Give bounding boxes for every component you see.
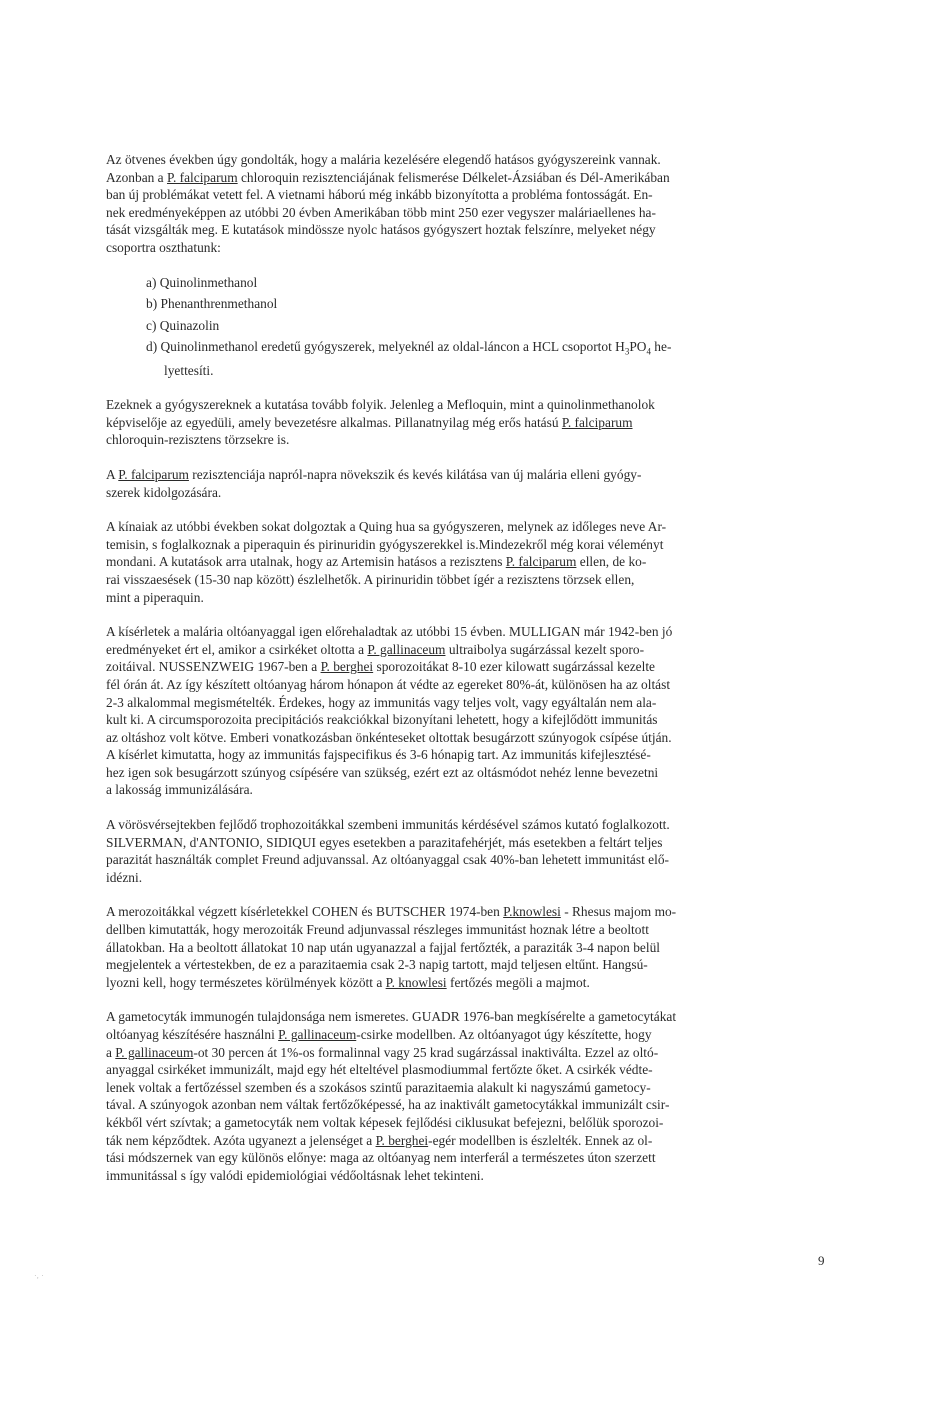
- text-segment: -egér modellben is észlelték. Ennek az ol-: [428, 1132, 653, 1148]
- text-segment: A kísérlet kimutatta, hogy az immunitás fajspecifikus és 3-6 hónapig tart. Az immunitás kifejlesztésé-: [106, 747, 651, 763]
- drug-group-list: [146, 274, 846, 380]
- text-line: [106, 1044, 846, 1062]
- text-segment: A kínaiak az utóbbi években sokat dolgoztak a Quing hua sa gyógyszeren, melynek az időleges neve Ar-: [106, 519, 667, 535]
- paragraph: [106, 903, 846, 991]
- text-line: [106, 921, 846, 939]
- text-line: [106, 903, 846, 921]
- list-item-d-sub2: 4: [646, 347, 651, 358]
- text-segment: a: [106, 1044, 116, 1060]
- species-name: P. falciparum: [505, 554, 577, 570]
- text-segment: - Rhesus majom mo-: [560, 904, 677, 920]
- text-segment: mint a piperaquin.: [106, 589, 204, 605]
- text-segment: tával. A szúnyogok azonban nem váltak fertőzőképessé, ha az inaktivált gametocytákkal immunizált csir-: [106, 1097, 670, 1113]
- list-item-a: a) Quinolinmethanol: [146, 274, 258, 290]
- text-segment: tását vizsgálták meg. E kutatások mindössze nyolc hatásos gyógyszert hoztak felszínre, melyeket négy: [106, 222, 656, 238]
- text-line: [106, 746, 846, 764]
- text-line: [106, 1008, 846, 1026]
- text-line: [106, 396, 846, 414]
- species-name: P. falciparum: [561, 414, 633, 430]
- text-line: [106, 186, 846, 204]
- text-line: [106, 169, 846, 187]
- text-line: [106, 1167, 846, 1185]
- text-segment: SILVERMAN, d'ANTONIO, SIDIQUI egyes esetekben a parazitafehérjét, más esetekben a feltárt teljes: [106, 834, 663, 850]
- text-segment: dellben kimutatták, hogy merozoiták Freund adjunvassal részleges immunitást hoznak létre a beoltott: [106, 922, 649, 938]
- text-segment: A kísérletek a malária oltóanyaggal igen előrehaladtak az utóbbi 15 évben. MULLIGAN már 1942-ben jó: [106, 624, 673, 640]
- list-item-d-text: d) Quinolinmethanol eredetű gyógyszerek, melyeknél az oldal-láncon a HCL csoportot H: [146, 339, 625, 355]
- text-segment: oltóanyag készítésére használni: [106, 1027, 279, 1043]
- text-line: [106, 518, 846, 536]
- text-line: [106, 1114, 846, 1132]
- text-line: [106, 1061, 846, 1079]
- text-line: [106, 204, 846, 222]
- text-segment: szerek kidolgozására.: [106, 484, 222, 500]
- text-line: [106, 1026, 846, 1044]
- text-segment: lyozni kell, hogy természetes körülmények között a: [106, 974, 386, 990]
- text-segment: Az ötvenes években úgy gondolták, hogy a malária kezelésére elegendő hatásos gyógyszereink vannak.: [106, 152, 661, 167]
- species-name: P. gallinaceum: [278, 1027, 357, 1043]
- text-segment: lenek voltak a fertőzéssel szemben és a szokásos szintű parazitaemia alakult ki nagyszámú gametocy-: [106, 1079, 651, 1095]
- paragraph: [106, 151, 846, 257]
- list-item-d-sub1: 3: [624, 347, 630, 358]
- text-segment: kult ki. A circumsporozoita precipitációs reakciókkal bizonyítani lehetett, hogy a kifejlődött immunitás: [106, 712, 658, 728]
- text-line: [106, 221, 846, 239]
- text-segment: fertőzés megöli a majmot.: [446, 974, 590, 990]
- text-segment: a lakosság immunizálására.: [106, 782, 253, 798]
- text-segment: rai visszaesések (15-30 nap között) észlelhetők. A pirinuridin többet ígér a rezisztens törzsek ellen,: [106, 571, 635, 587]
- text-segment: képviselője az egyedüli, amely bevezetésre alkalmas. Pillanatnyilag még erős hatású: [106, 414, 562, 430]
- list-item-c: c) Quinazolin: [146, 317, 220, 333]
- text-segment: sporozoitákat 8-10 ezer kilowatt sugárzással kezelte: [373, 659, 655, 675]
- text-segment: ellen, de ko-: [576, 554, 647, 570]
- document-page: [106, 151, 846, 1201]
- paragraph: [106, 466, 846, 501]
- text-segment: eredményeket ért el, amikor a csirkéket oltotta a: [106, 641, 368, 657]
- text-line: [106, 658, 846, 676]
- species-name: P. falciparum: [166, 169, 238, 185]
- text-segment: ták nem képződtek. Azóta ugyanezt a jelenséget a: [106, 1132, 376, 1148]
- text-line: [106, 816, 846, 834]
- text-segment: állatokban. Ha a beoltott állatokat 10 nap után ugyanazzal a fajjal fertőzték, a paraziták 3-4 napon belül: [106, 939, 660, 955]
- text-segment: chloroquin rezisztenciájának felismerése Délkelet-Ázsiában és Dél-Amerikában: [237, 169, 670, 185]
- text-line: [106, 536, 846, 554]
- text-line: [106, 641, 846, 659]
- text-segment: parazitát használták complet Freund adjuvanssal. Az oltóanyaggal csak 40%-ban lehetett immunitást elő-: [106, 852, 669, 868]
- species-name: P. berghei: [375, 1132, 429, 1148]
- text-segment: A vörösvérsejtekben fejlődő trophozoitákkal szembeni immunitás kérdésével számos kutató foglalkozott.: [106, 817, 670, 833]
- text-segment: immunitással s így valódi epidemiológiai védőoltásnak lehet tekinteni.: [106, 1167, 484, 1183]
- text-segment: temisin, s foglalkoznak a piperaquin és pirinuridin gyógyszerekkel is.Mindezekről még korai véleményt: [106, 536, 664, 552]
- text-segment: mondani. A kutatások arra utalnak, hogy az Artemisin hatásos a rezisztens: [106, 554, 506, 570]
- text-segment: ban új problémákat vetett fel. A vietnami háború még inkább bizonyította a probléma fontosságát. En-: [106, 187, 653, 203]
- text-segment: csoportra oszthatunk:: [106, 239, 221, 255]
- text-line: [106, 729, 846, 747]
- paragraph: [106, 1008, 846, 1184]
- text-segment: Ezeknek a gyógyszereknek a kutatása tovább folyik. Jelenleg a Mefloquin, mint a quinolinmethanolok: [106, 397, 655, 413]
- paragraph: [106, 623, 846, 799]
- text-line: [106, 1079, 846, 1097]
- text-segment: hez igen sok besugárzott szúnyog csípésére van szükség, ezért ezt az oltásmódot nehéz lenne bevezetni: [106, 764, 659, 780]
- paragraph: [106, 396, 846, 449]
- text-line: [106, 553, 846, 571]
- text-line: [106, 676, 846, 694]
- text-line: [106, 589, 846, 607]
- paragraph: [106, 518, 846, 606]
- text-line: [106, 956, 846, 974]
- text-segment: zoitáival. NUSSENZWEIG 1967-ben a: [106, 659, 321, 675]
- text-line: [106, 764, 846, 782]
- text-line: [106, 974, 846, 992]
- text-segment: az oltáshoz volt kötve. Emberi vonatkozásban önkénteseket oltottak besugárzott szúnyogok csípése útján.: [106, 729, 672, 745]
- text-line: [106, 623, 846, 641]
- text-segment: fél órán át. Az így készített oltóanyag három hónapon át védte az egereket 80%-át, különösen ha az oltást: [106, 676, 671, 692]
- text-line: [106, 781, 846, 799]
- list-item-d-continuation: lyettesíti.: [164, 362, 214, 378]
- text-segment: tási módszernek van egy különös előnye: maga az oltóanyag nem interferál a természetes úton szerzett: [106, 1150, 656, 1166]
- text-segment: rezisztenciája napról-napra növekszik és kevés kilátása van új malária elleni gyógy-: [188, 466, 642, 482]
- text-segment: ultraibolya sugárzással kezelt sporo-: [445, 641, 645, 657]
- text-line: [106, 1132, 846, 1150]
- text-segment: megjelentek a vértestekben, de ez a parazitaemia csak 2-3 napig tartott, majd teljesen eltűnt. Hangsú-: [106, 957, 648, 973]
- text-line: [106, 571, 846, 589]
- text-line: [106, 711, 846, 729]
- text-segment: A gametocyták immunogén tulajdonsága nem ismeretes. GUADR 1976-ban megkísérelte a gametocytákat: [106, 1009, 677, 1025]
- species-name: P.knowlesi: [503, 904, 561, 920]
- paragraph: [106, 816, 846, 886]
- species-name: P. knowlesi: [385, 974, 447, 990]
- body-paragraphs: [106, 396, 846, 1184]
- text-segment: kékből vért szívtak; a gametocyták nem voltak képesek fejlődési ciklusukat befejezni, belőlük sporozoi-: [106, 1114, 664, 1130]
- text-segment: A merozoitákkal végzett kísérletekkel COHEN és BUTSCHER 1974-ben: [106, 904, 504, 920]
- text-line: [106, 1096, 846, 1114]
- list-item-d-end: he-: [650, 339, 672, 355]
- text-segment: 2-3 alkalommal megismételték. Érdekes, hogy az immunitás vagy teljes volt, vagy egyáltalán nem ala-: [106, 694, 657, 710]
- text-line: [106, 939, 846, 957]
- text-line: [106, 239, 846, 257]
- text-segment: nek eredményeképpen az utóbbi 20 évben Amerikában több mint 250 ezer vegyszer maláriaellenes ha-: [106, 204, 656, 220]
- text-segment: -csirke modellben. Az oltóanyagot úgy készítette, hogy: [356, 1027, 652, 1043]
- intro-paragraph: [106, 151, 846, 257]
- text-segment: Azonban a: [106, 169, 167, 185]
- scan-speck: ·, ·: [34, 1271, 44, 1280]
- text-segment: A: [106, 466, 119, 482]
- species-name: P. berghei: [320, 659, 374, 675]
- text-segment: -ot 30 percen át 1%-os formalinnal vagy 25 krad sugárzással inaktiválta. Ezzel az oltó-: [193, 1044, 659, 1060]
- list-item-b: b) Phenanthrenmethanol: [146, 296, 278, 312]
- text-line: [106, 414, 846, 432]
- text-line: [106, 834, 846, 852]
- list-item-d: [146, 338, 846, 379]
- species-name: P. gallinaceum: [367, 641, 446, 657]
- list-item-d-mid: PO: [629, 339, 647, 355]
- text-line: [106, 1149, 846, 1167]
- species-name: P. gallinaceum: [115, 1044, 194, 1060]
- text-line: [106, 851, 846, 869]
- text-line: [106, 151, 846, 169]
- text-segment: anyaggal csirkéket immunizált, majd egy hét elteltével plasmodiummal fertőzte őket. A csirkék védte-: [106, 1062, 653, 1078]
- text-line: [106, 484, 846, 502]
- species-name: P. falciparum: [118, 466, 189, 482]
- text-segment: chloroquin-rezisztens törzsekre is.: [106, 432, 290, 448]
- text-line: [106, 466, 846, 484]
- text-line: [106, 431, 846, 449]
- text-line: [106, 869, 846, 887]
- text-line: [106, 694, 846, 712]
- page-number: 9: [818, 1253, 825, 1268]
- text-segment: idézni.: [106, 869, 143, 885]
